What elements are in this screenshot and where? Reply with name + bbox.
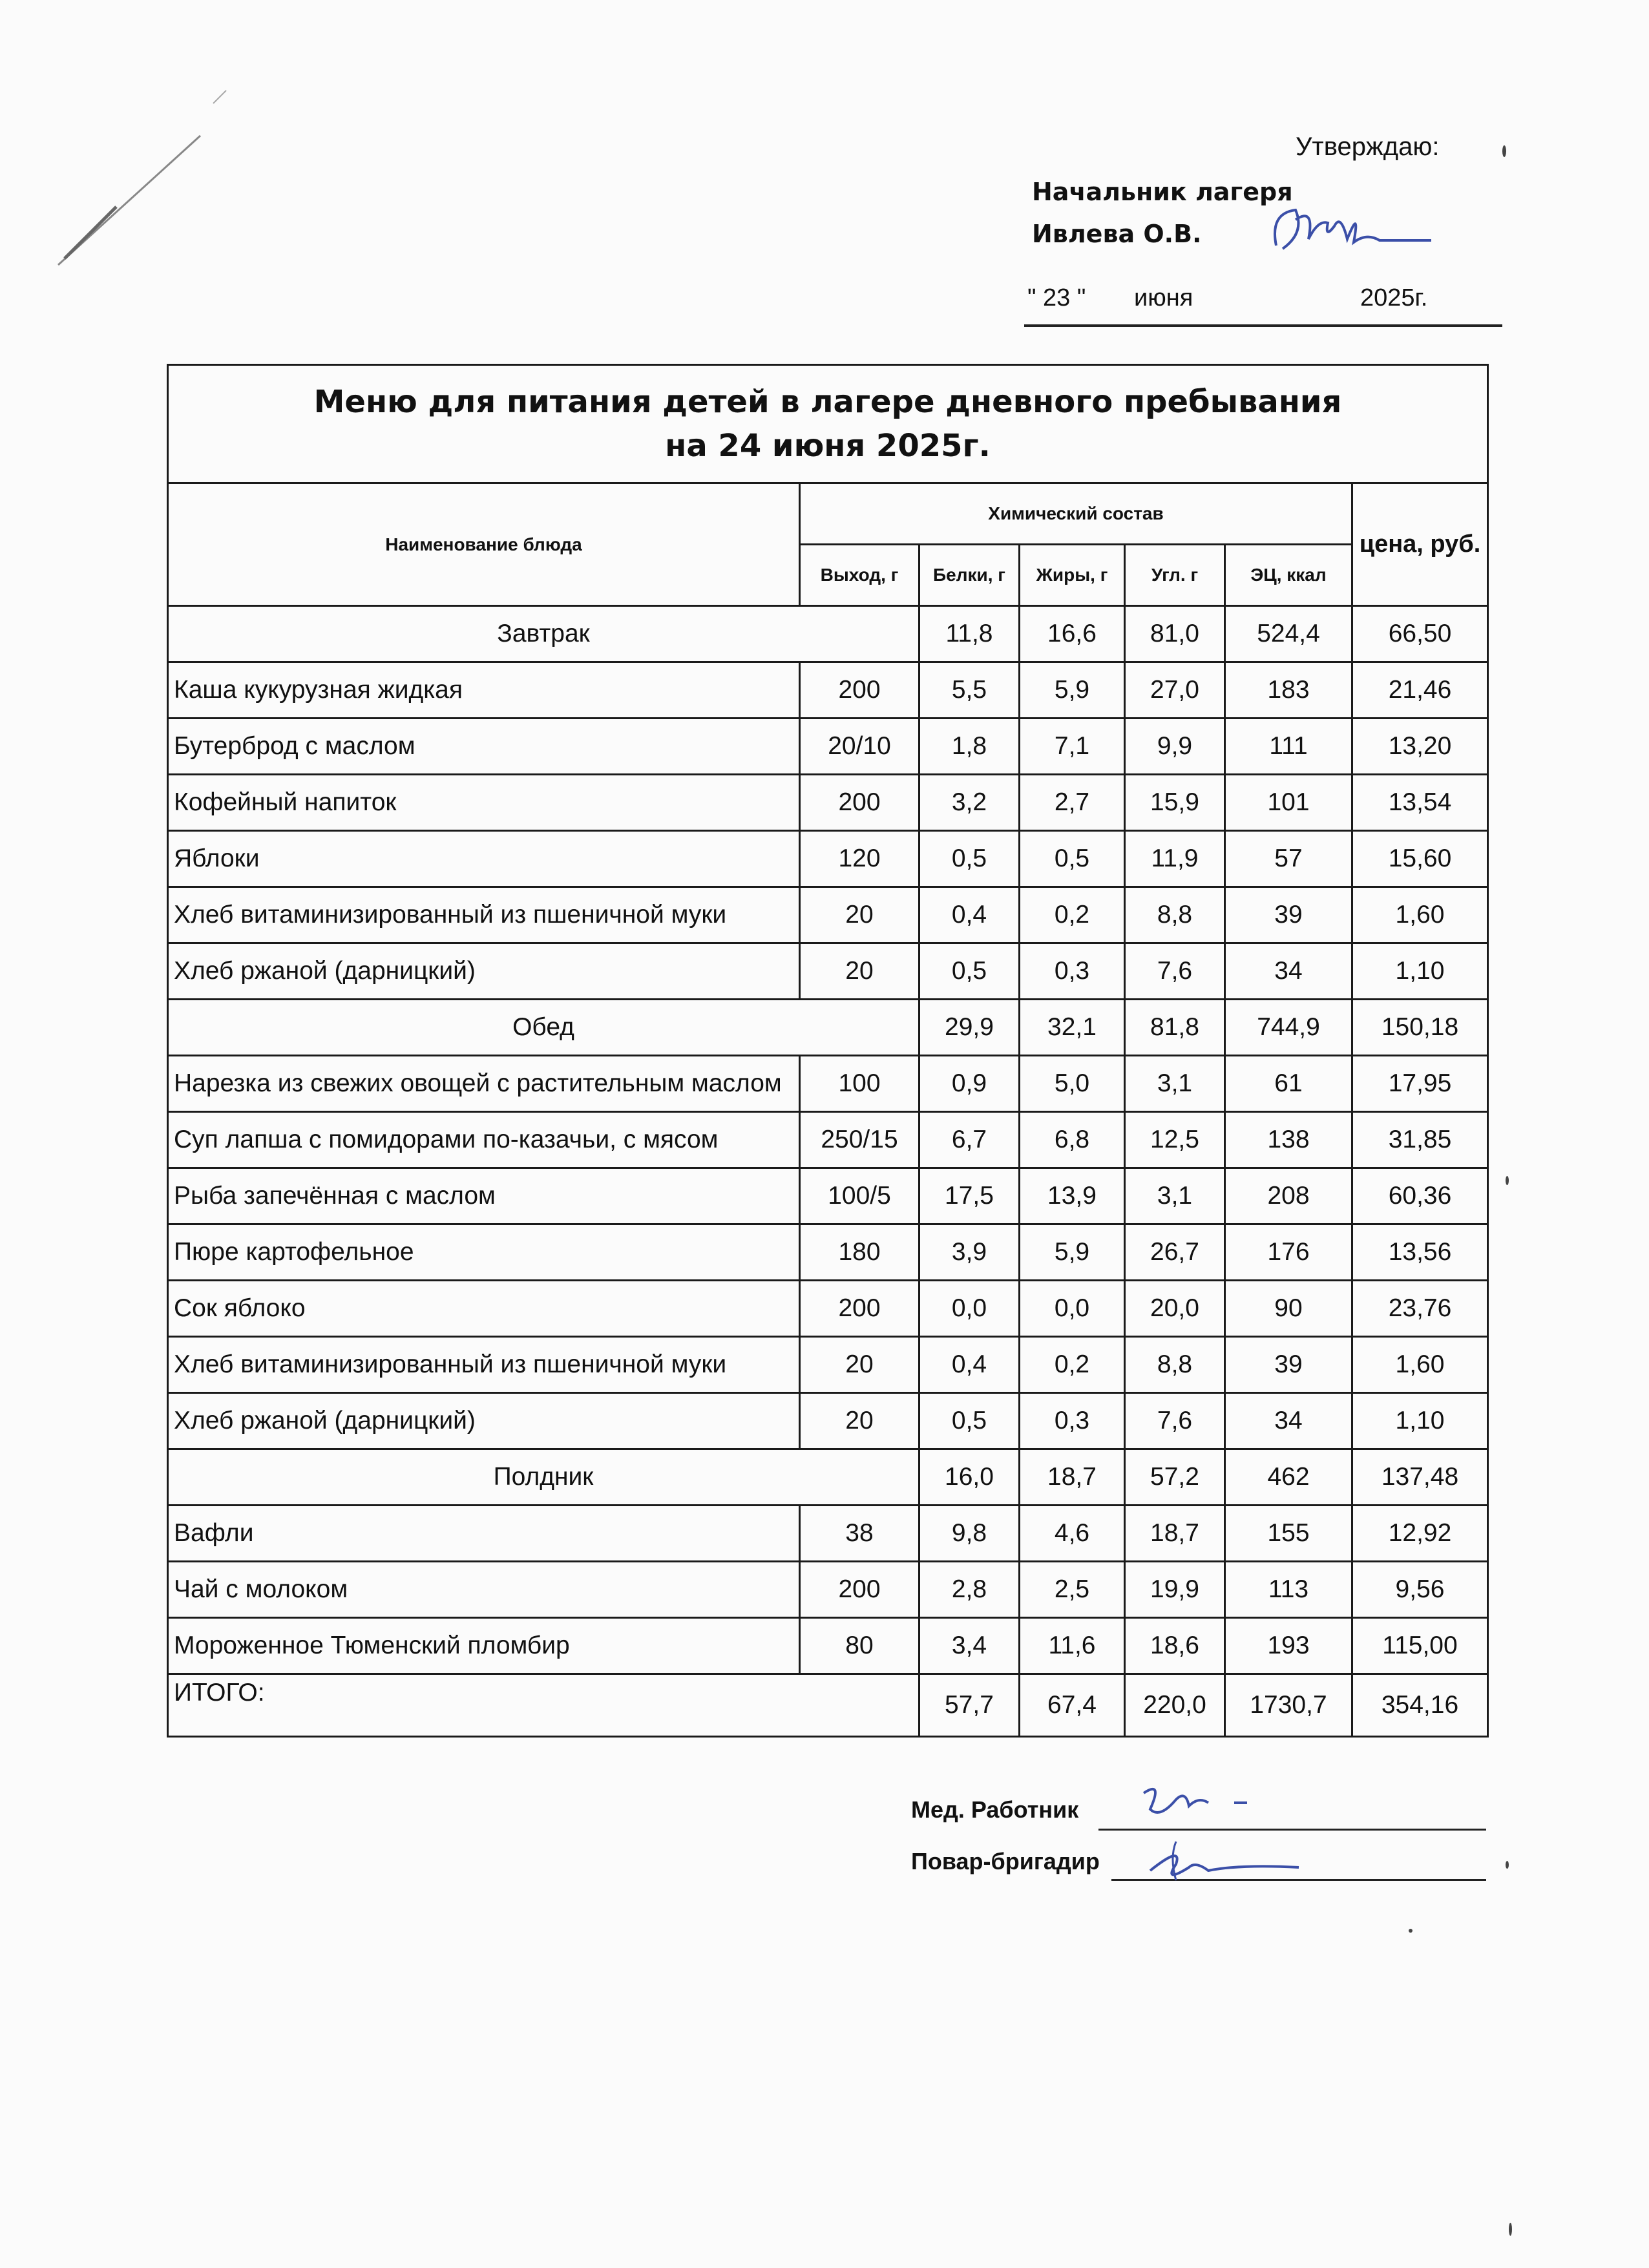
dish-value: 18,6 (1125, 1618, 1225, 1674)
yield-header: Выход, г (800, 545, 919, 606)
dish-row (168, 1562, 1488, 1618)
section-row (168, 1000, 1488, 1056)
carbs-header: Угл. г (1125, 545, 1225, 606)
dish-value: 2,7 (1020, 775, 1125, 831)
dish-name-header: Наименование блюда (168, 483, 800, 606)
protein-header: Белки, г (919, 545, 1020, 606)
dish-value: 200 (800, 662, 919, 719)
dish-value: 0,0 (919, 1281, 1020, 1337)
camp-head-position (1032, 178, 1293, 207)
dish-value: 3,9 (919, 1224, 1020, 1281)
dish-row (168, 831, 1488, 887)
dish-value: 15,9 (1125, 775, 1225, 831)
section-total-cell: 16,6 (1020, 606, 1125, 662)
approval-date-day: " 23 " (1027, 284, 1086, 311)
section-total-cell: 462 (1225, 1449, 1352, 1506)
dish-row (168, 1393, 1488, 1449)
dish-value: 11,6 (1020, 1618, 1125, 1674)
dish-value: 1,10 (1352, 943, 1488, 1000)
section-row (168, 1449, 1488, 1506)
menu-title (168, 365, 1488, 483)
dish-value: 208 (1225, 1168, 1352, 1224)
dish-value: 0,4 (919, 887, 1020, 943)
dish-value: 11,9 (1125, 831, 1225, 887)
dish-name: Хлеб витаминизированный из пшеничной муки (168, 887, 800, 943)
dish-value: 0,5 (919, 943, 1020, 1000)
dish-value: 34 (1225, 1393, 1352, 1449)
menu-table (167, 364, 1489, 1738)
scan-speck (1409, 1929, 1413, 1933)
dish-value: 2,8 (919, 1562, 1020, 1618)
dish-value: 20 (800, 1393, 919, 1449)
dish-value: 12,92 (1352, 1506, 1488, 1562)
dish-value: 183 (1225, 662, 1352, 719)
dish-name: Рыба запечённая с маслом (168, 1168, 800, 1224)
dish-value: 250/15 (800, 1112, 919, 1168)
scan-speck (1502, 145, 1506, 157)
dish-value: 0,0 (1020, 1281, 1125, 1337)
cook-label: Повар-бригадир (911, 1848, 1100, 1874)
dish-value: 20 (800, 1337, 919, 1393)
dish-value: 12,5 (1125, 1112, 1225, 1168)
scan-speck (1506, 1176, 1509, 1185)
dish-value: 5,9 (1020, 662, 1125, 719)
approval-date-year: 2025г. (1360, 284, 1428, 311)
dish-row (168, 719, 1488, 775)
dish-value: 5,9 (1020, 1224, 1125, 1281)
dish-row (168, 1506, 1488, 1562)
dish-value: 13,9 (1020, 1168, 1125, 1224)
dish-value: 101 (1225, 775, 1352, 831)
dish-value: 0,3 (1020, 943, 1125, 1000)
dish-value: 120 (800, 831, 919, 887)
camp-head-name-text: Ивлева О.В. (1032, 220, 1202, 248)
dish-value: 5,0 (1020, 1056, 1125, 1112)
section-total-cell: 18,7 (1020, 1449, 1125, 1506)
dish-value: 0,5 (919, 831, 1020, 887)
scan-speck (1506, 1861, 1509, 1869)
fat-header: Жиры, г (1020, 545, 1125, 606)
dish-value: 17,5 (919, 1168, 1020, 1224)
section-total-cell: 744,9 (1225, 1000, 1352, 1056)
dish-value: 0,2 (1020, 887, 1125, 943)
dish-value: 57 (1225, 831, 1352, 887)
dish-value: 1,60 (1352, 1337, 1488, 1393)
dish-row (168, 1281, 1488, 1337)
menu-body (168, 606, 1488, 1674)
dish-value: 31,85 (1352, 1112, 1488, 1168)
dish-value: 13,54 (1352, 775, 1488, 831)
dish-value: 3,1 (1125, 1168, 1225, 1224)
section-row (168, 606, 1488, 662)
section-total-cell: 137,48 (1352, 1449, 1488, 1506)
dish-name: Чай с молоком (168, 1562, 800, 1618)
dish-value: 1,10 (1352, 1393, 1488, 1449)
dish-value: 138 (1225, 1112, 1352, 1168)
approve-label: Утверждаю: (1296, 132, 1440, 161)
dish-name: Хлеб витаминизированный из пшеничной муки (168, 1337, 800, 1393)
dish-value: 17,95 (1352, 1056, 1488, 1112)
dish-value: 18,7 (1125, 1506, 1225, 1562)
dish-row (168, 1224, 1488, 1281)
dish-value: 176 (1225, 1224, 1352, 1281)
dish-name: Хлеб ржаной (дарницкий) (168, 943, 800, 1000)
dish-name: Суп лапша с помидорами по-казачьи, с мясом (168, 1112, 800, 1168)
dish-value: 6,8 (1020, 1112, 1125, 1168)
dish-value: 7,6 (1125, 1393, 1225, 1449)
total-row (168, 1674, 1488, 1737)
total-fat: 67,4 (1020, 1674, 1125, 1737)
dish-row (168, 1056, 1488, 1112)
section-total-cell: 524,4 (1225, 606, 1352, 662)
section-name: Завтрак (168, 606, 919, 662)
dish-value: 80 (800, 1618, 919, 1674)
dish-value: 4,6 (1020, 1506, 1125, 1562)
dish-value: 200 (800, 775, 919, 831)
dish-value: 27,0 (1125, 662, 1225, 719)
energy-header: ЭЦ, ккал (1225, 545, 1352, 606)
dish-value: 0,4 (919, 1337, 1020, 1393)
scan-speck (1509, 2223, 1512, 2236)
dish-value: 6,7 (919, 1112, 1020, 1168)
dish-value: 111 (1225, 719, 1352, 775)
medic-label: Мед. Работник (911, 1796, 1079, 1823)
dish-value: 9,8 (919, 1506, 1020, 1562)
dish-value: 20/10 (800, 719, 919, 775)
dish-value: 20,0 (1125, 1281, 1225, 1337)
dish-value: 0,2 (1020, 1337, 1125, 1393)
dish-name: Нарезка из свежих овощей с растительным маслом (168, 1056, 800, 1112)
dish-row (168, 662, 1488, 719)
dish-value: 2,5 (1020, 1562, 1125, 1618)
dish-value: 61 (1225, 1056, 1352, 1112)
dish-value: 1,8 (919, 719, 1020, 775)
dish-value: 115,00 (1352, 1618, 1488, 1674)
section-total-cell: 32,1 (1020, 1000, 1125, 1056)
section-total-cell: 29,9 (919, 1000, 1020, 1056)
total-label: ИТОГО: (168, 1674, 919, 1737)
dish-value: 20 (800, 887, 919, 943)
dish-value: 3,4 (919, 1618, 1020, 1674)
camp-head-name (1032, 220, 1202, 249)
dish-name: Яблоки (168, 831, 800, 887)
dish-value: 100 (800, 1056, 919, 1112)
section-total-cell: 66,50 (1352, 606, 1488, 662)
dish-value: 15,60 (1352, 831, 1488, 887)
section-total-cell: 16,0 (919, 1449, 1020, 1506)
total-energy: 1730,7 (1225, 1674, 1352, 1737)
menu-title-line1: Меню для питания детей в лагере дневного пребывания (313, 384, 1342, 420)
dish-value: 193 (1225, 1618, 1352, 1674)
section-total-cell: 11,8 (919, 606, 1020, 662)
section-name: Обед (168, 1000, 919, 1056)
price-header: цена, руб. (1352, 483, 1488, 606)
dish-name: Мороженное Тюменский пломбир (168, 1618, 800, 1674)
section-total-cell: 57,2 (1125, 1449, 1225, 1506)
approval-date-month: июня (1134, 284, 1193, 311)
chem-composition-header: Химический состав (800, 483, 1352, 545)
dish-row (168, 1337, 1488, 1393)
total-carbs: 220,0 (1125, 1674, 1225, 1737)
dish-row (168, 1168, 1488, 1224)
dish-value: 113 (1225, 1562, 1352, 1618)
dish-name: Хлеб ржаной (дарницкий) (168, 1393, 800, 1449)
dish-value: 0,5 (919, 1393, 1020, 1449)
dish-name: Сок яблоко (168, 1281, 800, 1337)
dish-name: Каша кукурузная жидкая (168, 662, 800, 719)
dish-value: 60,36 (1352, 1168, 1488, 1224)
dish-row (168, 775, 1488, 831)
dish-value: 13,20 (1352, 719, 1488, 775)
cook-signature (1111, 1832, 1325, 1896)
dish-value: 7,6 (1125, 943, 1225, 1000)
dish-value: 3,2 (919, 775, 1020, 831)
dish-row (168, 1618, 1488, 1674)
menu-title-line2: на 24 июня 2025г. (665, 428, 991, 464)
dish-value: 9,56 (1352, 1562, 1488, 1618)
dish-value: 8,8 (1125, 1337, 1225, 1393)
dish-value: 100/5 (800, 1168, 919, 1224)
dish-value: 7,1 (1020, 719, 1125, 775)
dish-value: 26,7 (1125, 1224, 1225, 1281)
dish-value: 19,9 (1125, 1562, 1225, 1618)
dish-name: Бутерброд с маслом (168, 719, 800, 775)
dish-value: 0,3 (1020, 1393, 1125, 1449)
dish-value: 1,60 (1352, 887, 1488, 943)
section-total-cell: 150,18 (1352, 1000, 1488, 1056)
camp-head-position-text: Начальник лагеря (1032, 178, 1293, 206)
total-protein: 57,7 (919, 1674, 1020, 1737)
dish-row (168, 943, 1488, 1000)
dish-value: 90 (1225, 1281, 1352, 1337)
dish-value: 200 (800, 1562, 919, 1618)
dish-row (168, 1112, 1488, 1168)
dish-value: 39 (1225, 887, 1352, 943)
dish-name: Кофейный напиток (168, 775, 800, 831)
dish-value: 155 (1225, 1506, 1352, 1562)
dish-value: 180 (800, 1224, 919, 1281)
dish-value: 34 (1225, 943, 1352, 1000)
dish-name: Пюре картофельное (168, 1224, 800, 1281)
dish-value: 20 (800, 943, 919, 1000)
approval-date-underline (1024, 324, 1502, 327)
dish-value: 8,8 (1125, 887, 1225, 943)
medic-signature (1124, 1774, 1292, 1832)
section-total-cell: 81,8 (1125, 1000, 1225, 1056)
head-signature (1257, 194, 1438, 271)
section-name: Полдник (168, 1449, 919, 1506)
dish-value: 3,1 (1125, 1056, 1225, 1112)
dish-value: 0,9 (919, 1056, 1020, 1112)
dish-value: 0,5 (1020, 831, 1125, 887)
dish-value: 13,56 (1352, 1224, 1488, 1281)
dish-value: 9,9 (1125, 719, 1225, 775)
dish-value: 23,76 (1352, 1281, 1488, 1337)
section-total-cell: 81,0 (1125, 606, 1225, 662)
total-price: 354,16 (1352, 1674, 1488, 1737)
dish-value: 39 (1225, 1337, 1352, 1393)
dish-value: 38 (800, 1506, 919, 1562)
dish-value: 21,46 (1352, 662, 1488, 719)
dish-row (168, 887, 1488, 943)
scan-mark (52, 78, 233, 271)
dish-value: 200 (800, 1281, 919, 1337)
dish-name: Вафли (168, 1506, 800, 1562)
dish-value: 5,5 (919, 662, 1020, 719)
